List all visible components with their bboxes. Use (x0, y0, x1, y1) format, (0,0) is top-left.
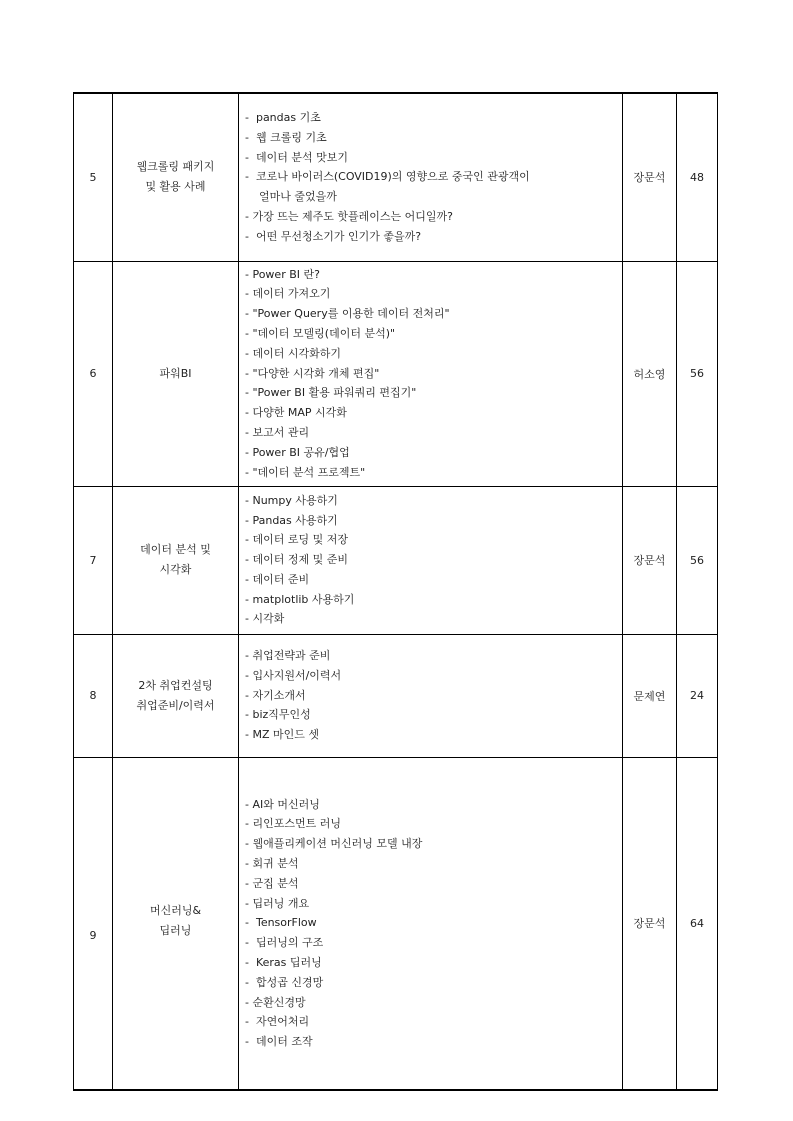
row-number: 6 (74, 261, 113, 486)
instructor-cell: 장문석 (623, 757, 677, 1090)
list-item: - 취업전략과 준비 (245, 649, 331, 662)
curriculum-table (73, 92, 718, 1091)
subject-cell (113, 486, 239, 634)
instructor-cell: 문제연 (623, 634, 677, 757)
hours-cell: 24 (677, 634, 718, 757)
list-item: - 딥러닝 개요 (245, 896, 310, 910)
list-item: - Keras 딥러닝 (245, 955, 322, 969)
subject-cell (113, 261, 239, 486)
subject-line: 및 활용 사례 (145, 180, 206, 194)
row-number: 7 (74, 486, 113, 634)
list-item: 얼마나 줄었을까 (245, 190, 337, 204)
hours-cell: 56 (677, 486, 718, 634)
content-list (245, 491, 622, 630)
list-item: - 데이터 조작 (245, 1035, 313, 1049)
list-item: - 가장 뜨는 제주도 핫플레이스는 어디일까? (245, 209, 453, 223)
list-item: - 어떤 무선청소기가 인기가 좋을까? (245, 229, 422, 243)
subject-line: 딥러닝 (159, 924, 192, 938)
row-number: 8 (74, 634, 113, 757)
list-item: - 데이터 분석 맛보기 (245, 150, 348, 164)
table-row (74, 261, 718, 486)
list-item: - pandas 기초 (245, 110, 321, 124)
list-item: - 시각화 (245, 612, 285, 626)
subject-line: 시각화 (159, 563, 192, 576)
table-row (74, 93, 718, 261)
list-item: - Pandas 사용하기 (245, 513, 338, 527)
list-item: - 순환신경망 (245, 995, 306, 1009)
row-number: 5 (74, 93, 113, 261)
table-row (74, 486, 718, 634)
content-cell (239, 757, 623, 1090)
list-item: - 다양한 MAP 시각화 (245, 406, 347, 420)
row-number (74, 757, 113, 1090)
list-item: - biz직무인성 (245, 708, 311, 722)
content-list (245, 265, 622, 483)
list-item: - "Power BI 활용 파워쿼리 편집기" (245, 386, 417, 400)
subject-line: 데이터 분석 및 (140, 543, 211, 556)
list-item: - "다양한 시각화 개체 편집" (245, 366, 380, 380)
list-item: - TensorFlow (245, 916, 317, 930)
content-cell (239, 261, 623, 486)
subject-line: 2차 취업컨설팅 (138, 678, 213, 692)
subject-cell (113, 93, 239, 261)
list-item: - 자연어처리 (245, 1015, 310, 1029)
subject-line: 취업준비/이력서 (136, 698, 215, 712)
table-row (74, 757, 718, 1090)
hours-cell: 64 (677, 757, 718, 1090)
list-item: - Power BI 란? (245, 267, 320, 281)
subject-line: 파워BI (159, 366, 192, 380)
hours-cell: 56 (677, 261, 718, 486)
row-number-text: 9 (89, 928, 97, 942)
list-item: - 웹애플리케이션 머신러닝 모델 내장 (245, 837, 423, 851)
list-item: - 보고서 관리 (245, 425, 310, 439)
list-item: - 웹 크롤링 기초 (245, 130, 327, 144)
list-item: - "Power Query를 이용한 데이터 전처리" (245, 307, 450, 321)
content-list (245, 795, 622, 1052)
instructor-cell: 허소영 (623, 261, 677, 486)
list-item: - 데이터 준비 (245, 572, 310, 586)
list-item: - 딥러닝의 구조 (245, 936, 324, 950)
list-item: - Numpy 사용하기 (245, 493, 338, 507)
list-item: - 데이터 정제 및 준비 (245, 553, 348, 567)
instructor-cell: 장문석 (623, 93, 677, 261)
list-item: - 합성곱 신경망 (245, 975, 324, 989)
instructor-cell: 장문석 (623, 486, 677, 634)
list-item: - 리인포스먼트 러닝 (245, 817, 341, 831)
content-cell (239, 486, 623, 634)
list-item: - 입사지원서/이력서 (245, 668, 342, 682)
list-item: - 코로나 바이러스(COVID19)의 영향으로 중국인 관광객이 (245, 170, 530, 184)
list-item: - AI와 머신러닝 (245, 797, 320, 811)
list-item: - 군집 분석 (245, 876, 299, 890)
content-list (245, 646, 622, 745)
subject-line: 웹크롤링 패키지 (136, 160, 215, 174)
list-item: - 데이터 로딩 및 저장 (245, 533, 348, 547)
subject-cell (113, 757, 239, 1090)
table-row (74, 634, 718, 757)
subject-wrap (113, 901, 238, 941)
content-list (245, 108, 622, 247)
list-item: - Power BI 공유/협업 (245, 445, 350, 459)
content-cell (239, 93, 623, 261)
list-item: - MZ 마인드 셋 (245, 728, 319, 742)
list-item: - 회귀 분석 (245, 856, 299, 870)
list-item: - "데이터 모델링(데이터 분석)" (245, 327, 396, 340)
list-item: - 자기소개서 (245, 688, 306, 702)
subject-cell (113, 634, 239, 757)
list-item: - 데이터 시각화하기 (245, 346, 341, 360)
content-cell (239, 634, 623, 757)
list-item: - 데이터 가져오기 (245, 287, 331, 301)
subject-line: 머신러닝& (149, 904, 202, 918)
list-item: - "데이터 분석 프로젝트" (245, 465, 366, 479)
hours-cell: 48 (677, 93, 718, 261)
list-item: - matplotlib 사용하기 (245, 592, 355, 606)
